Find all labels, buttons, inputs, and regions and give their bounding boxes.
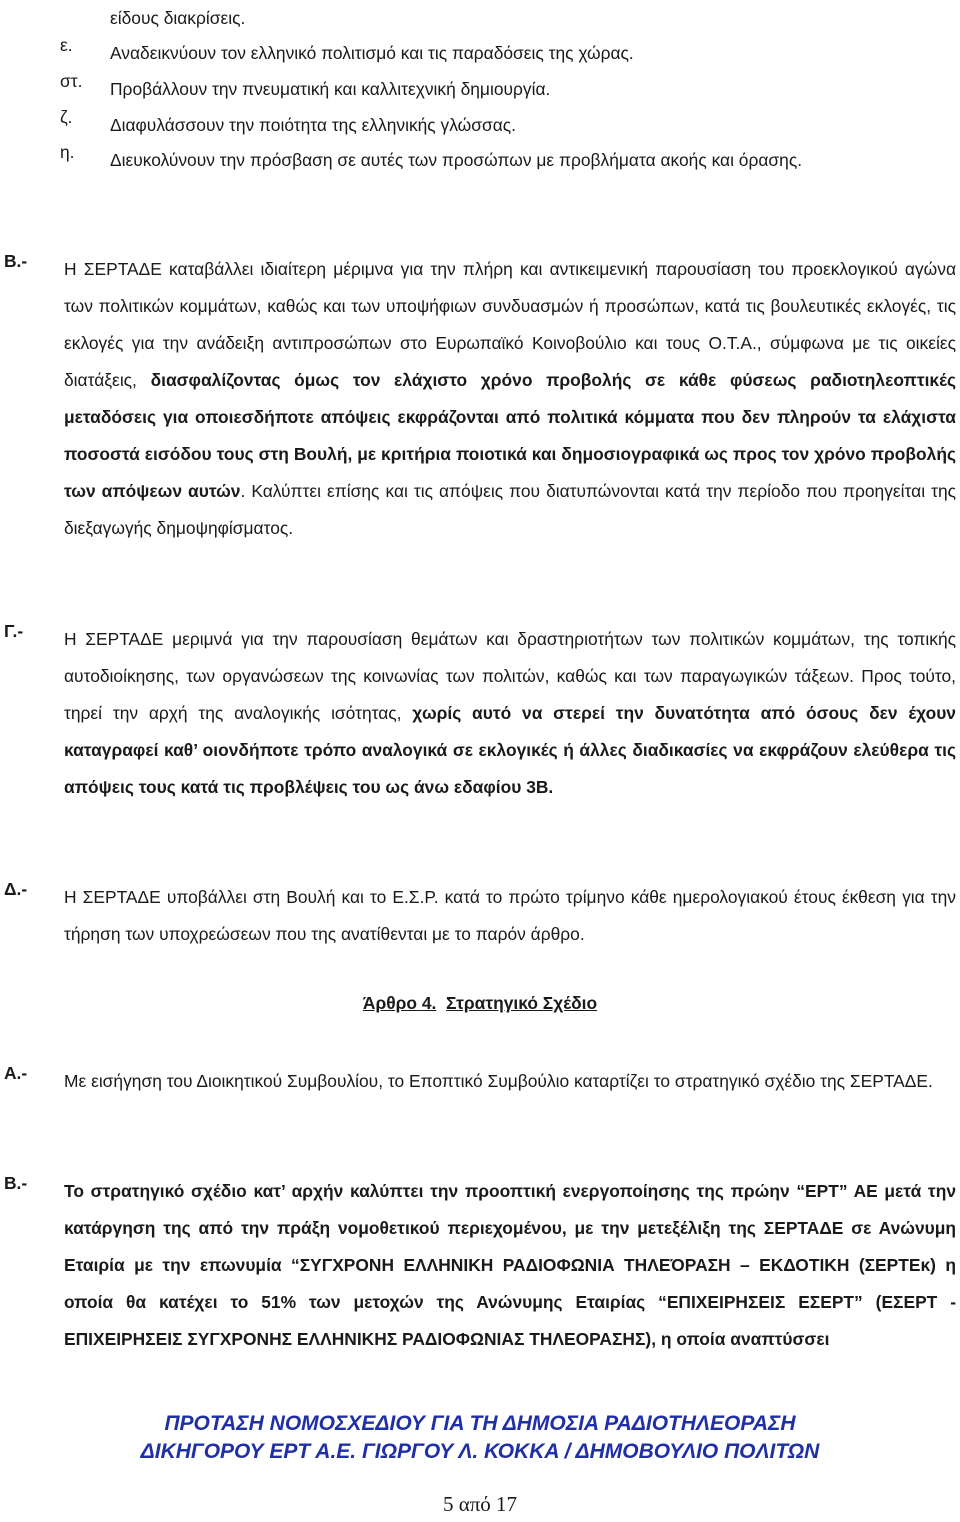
article-title: Στρατηγικό Σχέδιο (446, 993, 598, 1013)
article-number: Άρθρο 4. (362, 993, 437, 1013)
list-item-text: Διευκολύνουν την πρόσβαση σε αυτές των προσώπων με προβλήματα ακοής και όρασης. (110, 150, 803, 170)
list-item-text: Προβάλλουν την πνευματική και καλλιτεχνική δημιουργία. (110, 79, 551, 99)
section-g-text-part1: Η ΣΕΡΤΑΔΕ μεριμνά για την παρουσίαση θεμάτων και δραστηριοτήτων των πολιτικών κομμάτων, της τοπικής αυτοδιοίκησης, των οργανώσεων της κοινωνίας των πολιτών, καθώς και των παραγωγικών τάξεων. Προς τούτο, τηρεί την αρχή της αναλογικής ισότητας, (64, 629, 956, 723)
section-b-text-part2: . Καλύπτει επίσης και τις απόψεις που διατυπώνονται κατά την περίοδο που προηγείται της διεξαγωγής δημοψηφίσματος. (64, 481, 956, 538)
footer-line-2: ΔΙΚΗΓΟΡΟΥ ΕΡΤ Α.Ε. ΓΙΩΡΓΟΥ Λ. ΚΟΚΚΑ / ΔΗΜΟΒΟΥΛΙΟ ΠΟΛΙΤΩΝ (140, 1440, 820, 1463)
footer-line-1: ΠΡΟΤΑΣΗ ΝΟΜΟΣΧΕΔΙΟΥ ΓΙΑ ΤΗ ΔΗΜΟΣΙΑ ΡΑΔΙΟΤΗΛΕΟΡΑΣΗ (164, 1412, 796, 1435)
article-section-b-text: Το στρατηγικό σχέδιο κατ’ αρχήν καλύπτει την προοπτική ενεργοποίησης της πρώην “ΕΡΤ” ΑΕ μετά την κατάργηση της από την πράξη νομοθετικού περιεχομένου, με την μετεξέλιξη της ΣΕΡΤΑΔΕ σε Ανώνυμη Εταιρία με την επωνυμία “ΣΥΓΧΡΟΝΗ ΕΛΛΗΝΙΚΗ ΡΑΔΙΟΦΩΝΙΑ ΤΗΛΕΌΡΑΣΗ – ΕΚΔΟΤΙΚΗ (ΣΕΡΤΕκ) η οποία θα κατέχει το 51% των μετοχών της Ανώνυμης Εταιρίας “ΕΠΙΧΕΙΡΗΣΕΙΣ ΕΣΕΡΤ” (ΕΣΕΡΤ - ΕΠΙΧΕΙΡΗΣΕΙΣ ΣΥΓΧΡΟΝΗΣ ΕΛΛΗΝΙΚΗΣ ΡΑΔΙΟΦΩΝΙΑΣ ΤΗΛΕΟΡΑΣΗΣ), η οποία αναπτύσσει (64, 1181, 956, 1349)
article-section-a-label: Α.- (4, 1063, 28, 1083)
section-d-label: Δ.- (4, 879, 28, 899)
article-section-a-text: Με εισήγηση του Διοικητικού Συμβουλίου, το Εποπτικό Συμβούλιο καταρτίζει το στρατηγικό σχέδιο της ΣΕΡΤΑΔΕ. (64, 1071, 933, 1091)
section-b-label: Β.- (4, 251, 28, 271)
section-g-label: Γ.- (4, 621, 24, 641)
article-section-b-label: Β.- (4, 1173, 28, 1193)
list-item-text: είδους διακρίσεις. (110, 8, 246, 28)
list-item-label: η. (60, 142, 75, 162)
section-b-text (64, 251, 956, 547)
section-b-text-part1: Η ΣΕΡΤΑΔΕ καταβάλλει ιδιαίτερη μέριμνα για την πλήρη και αντικειμενική παρουσίαση του προεκλογικού αγώνα των πολιτικών κομμάτων, καθώς και των υποψήφιων συνδυασμών ή προσώπων, κατά τις βουλευτικές εκλογές, τις εκλογές για την ανάδειξη αντιπροσώπων στο Ευρωπαϊκό Κοινοβούλιο και τους Ο.Τ.Α., σύμφωνα με τις οικείες διατάξεις, (64, 259, 956, 390)
footer (0, 1410, 960, 1466)
section-g-text (64, 621, 956, 806)
article-heading (0, 993, 960, 1014)
section-d-text: Η ΣΕΡΤΑΔΕ υποβάλλει στη Βουλή και το Ε.Σ.Ρ. κατά το πρώτο τρίμηνο κάθε ημερολογιακού έτους έκθεση για την τήρηση των υποχρεώσεων που της ανατίθενται με το παρόν άρθρο. (64, 887, 956, 944)
section-b-text-bold: διασφαλίζοντας όμως τον ελάχιστο χρόνο προβολής σε κάθε φύσεως ραδιοτηλεοπτικές μεταδόσεις για οποιεσδήποτε απόψεις εκφράζονται από πολιτικά κόμματα που δεν πληρούν τα ελάχιστα ποσοστά εισόδου τους στη Βουλή, με κριτήρια ποιοτικά και δημοσιογραφικά ως προς τον χρόνο προβολής των απόψεων αυτών (64, 370, 956, 501)
section-g-text-bold: χωρίς αυτό να στερεί την δυνατότητα από όσους δεν έχουν καταγραφεί καθ’ οιονδήποτε τρόπο αναλογικά σε εκλογικές ή άλλες διαδικασίες να εκφράζουν ελεύθερα τις απόψεις τους κατά τις προβλέψεις του ως άνω εδαφίου 3Β. (64, 703, 956, 797)
page-number: 5 από 17 (442, 1492, 518, 1516)
list-item-label: ζ. (60, 107, 73, 127)
list-item-text: Αναδεικνύουν τον ελληνικό πολιτισμό και τις παραδόσεις της χώρας. (110, 43, 634, 63)
list-item-label: ε. (60, 35, 73, 55)
list-item-text: Διαφυλάσσουν την ποιότητα της ελληνικής γλώσσας. (110, 115, 516, 135)
list-item-label: στ. (60, 71, 83, 91)
